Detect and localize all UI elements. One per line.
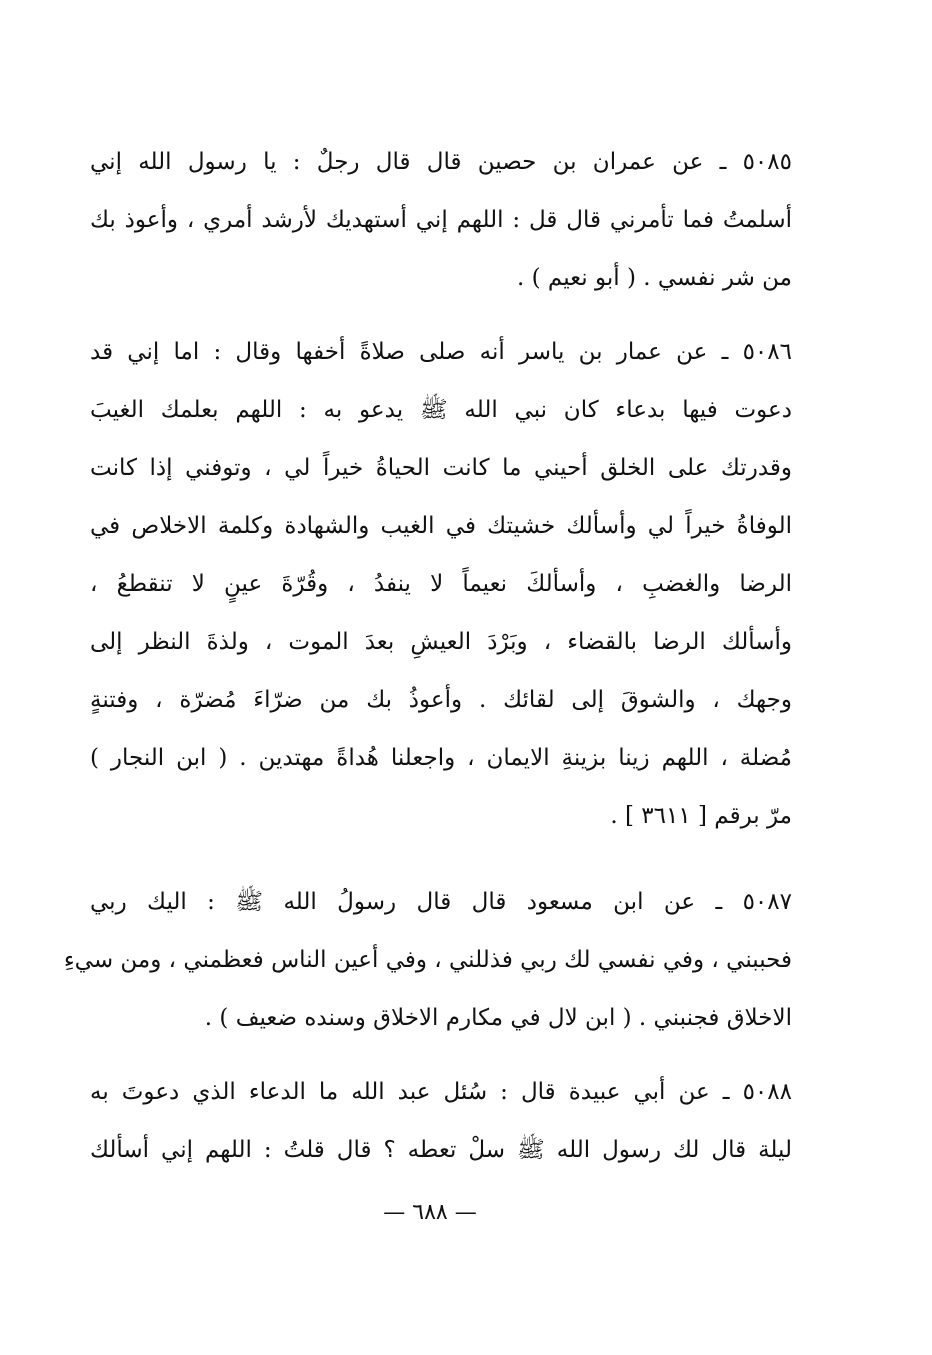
text-line: فحببني ، وفي نفسي لك ربي فذللني ، وفي أعين الناس فعظمني ، ومن سيءِ bbox=[63, 947, 792, 973]
text-line: وقدرتك على الخلق أحيني ما كانت الحياةُ خيراً لي ، وتوفني إذا كانت bbox=[90, 455, 792, 481]
text-line: ٥٠٨٦ ـ عن عمار بن ياسر أنه صلى صلاةً أخفها وقال : اما إني قد bbox=[90, 339, 792, 365]
hadith-entry-5085 bbox=[90, 133, 792, 307]
text-line: وأسألك الرضا بالقضاء ، وبَرْدَ العيشِ بعدَ الموت ، ولذةَ النظر إلى bbox=[90, 629, 792, 655]
text-line: وجهك ، والشوقَ إلى لقائك . وأعوذُ بك من ضرّاءَ مُضرّة ، وفتنةٍ bbox=[90, 687, 792, 713]
text-line: الاخلاق فجنبني . ( ابن لال في مكارم الاخلاق وسنده ضعيف ) . bbox=[204, 1005, 792, 1031]
hadith-entry-5086 bbox=[90, 323, 792, 845]
hadith-entry-5088 bbox=[90, 1063, 792, 1179]
hadith-entry-5087 bbox=[63, 873, 792, 1047]
text-line: من شر نفسي . ( أبو نعيم ) . bbox=[517, 265, 792, 291]
page-number: — ٦٨٨ — bbox=[383, 1200, 477, 1225]
text-line: ٥٠٨٥ ـ عن عمران بن حصين قال قال رجلٌ : يا رسول الله إني bbox=[90, 149, 792, 175]
text-line: الرضا والغضبِ ، وأسألكَ نعيماً لا ينفدُ ، وقُرّةَ عينٍ لا تنقطعُ ، bbox=[90, 571, 792, 597]
text-line: مُضلة ، اللهم زينا بزينةِ الايمان ، واجعلنا هُداةً مهتدين . ( ابن النجار ) bbox=[90, 745, 792, 771]
text-line: الوفاةُ خيراً لي وأسألك خشيتك في الغيب والشهادة وكلمة الاخلاص في bbox=[90, 513, 792, 539]
text-line: أسلمتُ فما تأمرني قال قل : اللهم إني أستهديك لأرشد أمري ، وأعوذ بك bbox=[90, 207, 792, 233]
text-line: ٥٠٨٧ ـ عن ابن مسعود قال قال رسولُ الله ﷺ : اليك ربي bbox=[90, 889, 792, 915]
text-line: ليلة قال لك رسول الله ﷺ سلْ تعطه ؟ قال قلتُ : اللهم إني أسألك bbox=[90, 1137, 792, 1163]
text-line: مرّ برقم [ ٣٦١١ ] . bbox=[610, 803, 792, 829]
text-line: ٥٠٨٨ ـ عن أبي عبيدة قال : سُئل عبد الله ما الدعاء الذي دعوتَ به bbox=[90, 1079, 792, 1105]
text-line: دعوت فيها بدعاء كان نبي الله ﷺ يدعو به : اللهم بعلمك الغيبَ bbox=[90, 397, 792, 423]
